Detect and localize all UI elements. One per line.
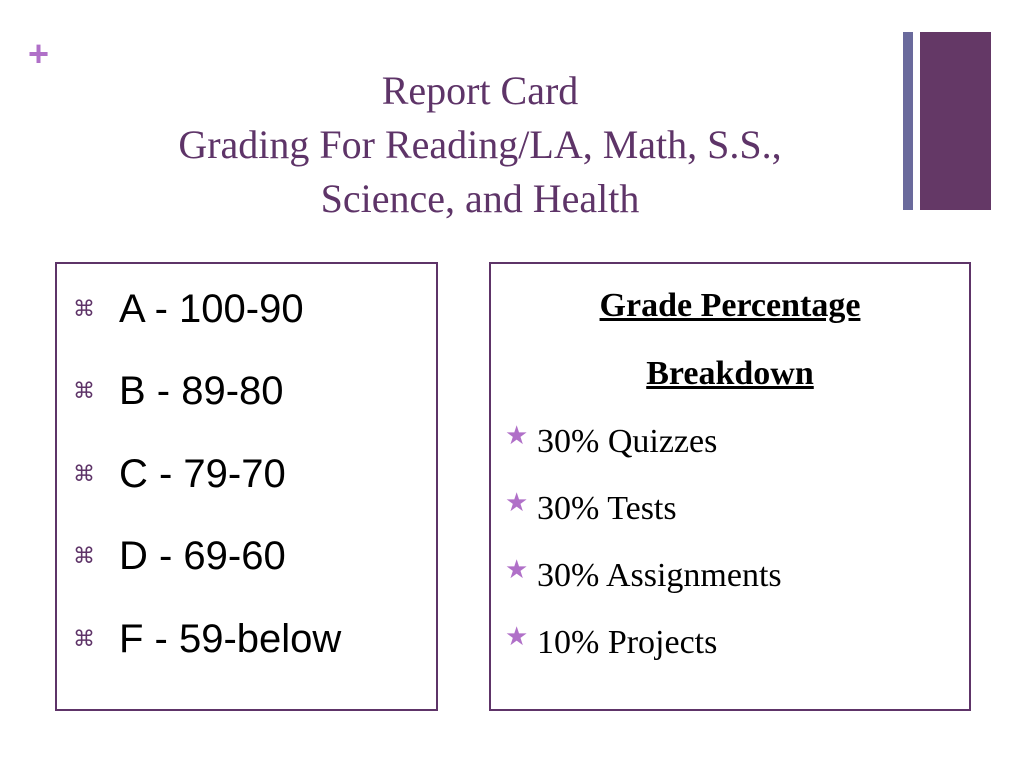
command-key-icon: ⌘	[73, 296, 95, 322]
breakdown-list	[491, 408, 969, 676]
decorative-bar-thick	[920, 32, 991, 210]
star-icon: ★	[505, 487, 529, 518]
star-icon: ★	[505, 554, 529, 585]
list-item	[505, 542, 969, 609]
slide-title	[60, 64, 900, 226]
command-key-icon: ⌘	[73, 379, 95, 405]
grade-label: C - 79-70	[119, 451, 286, 496]
grade-label: D - 69-60	[119, 534, 286, 579]
grade-label: B - 89-80	[119, 369, 284, 414]
list-item	[505, 408, 969, 475]
breakdown-label: 30% Tests	[537, 489, 677, 527]
list-item	[67, 268, 341, 351]
list-item	[67, 433, 341, 516]
breakdown-title	[491, 272, 969, 408]
list-item	[505, 609, 969, 676]
breakdown-label: 30% Assignments	[537, 556, 782, 594]
grade-label: F - 59-below	[119, 616, 342, 661]
command-key-icon: ⌘	[73, 461, 95, 487]
grading-scale-list	[67, 274, 341, 681]
command-key-icon: ⌘	[73, 626, 95, 652]
star-icon: ★	[505, 621, 529, 652]
star-icon: ★	[505, 420, 529, 451]
title-line-3: Science, and Health	[320, 176, 640, 221]
breakdown-title-line-2: Breakdown	[646, 355, 814, 392]
grading-scale-box	[55, 262, 438, 711]
command-key-icon: ⌘	[73, 544, 95, 570]
list-item	[505, 475, 969, 542]
breakdown-label: 30% Quizzes	[537, 422, 718, 460]
breakdown-label: 10% Projects	[537, 623, 718, 661]
title-line-2: Grading For Reading/LA, Math, S.S.,	[178, 122, 782, 167]
grade-label: A - 100-90	[119, 286, 304, 331]
breakdown-title-line-1: Grade Percentage	[599, 287, 861, 324]
list-item	[67, 351, 341, 434]
plus-icon: +	[28, 33, 50, 74]
grade-breakdown-box	[489, 262, 971, 711]
list-item	[67, 516, 341, 599]
decorative-bar-thin	[903, 32, 913, 210]
list-item	[67, 598, 341, 681]
title-line-1: Report Card	[381, 68, 579, 113]
